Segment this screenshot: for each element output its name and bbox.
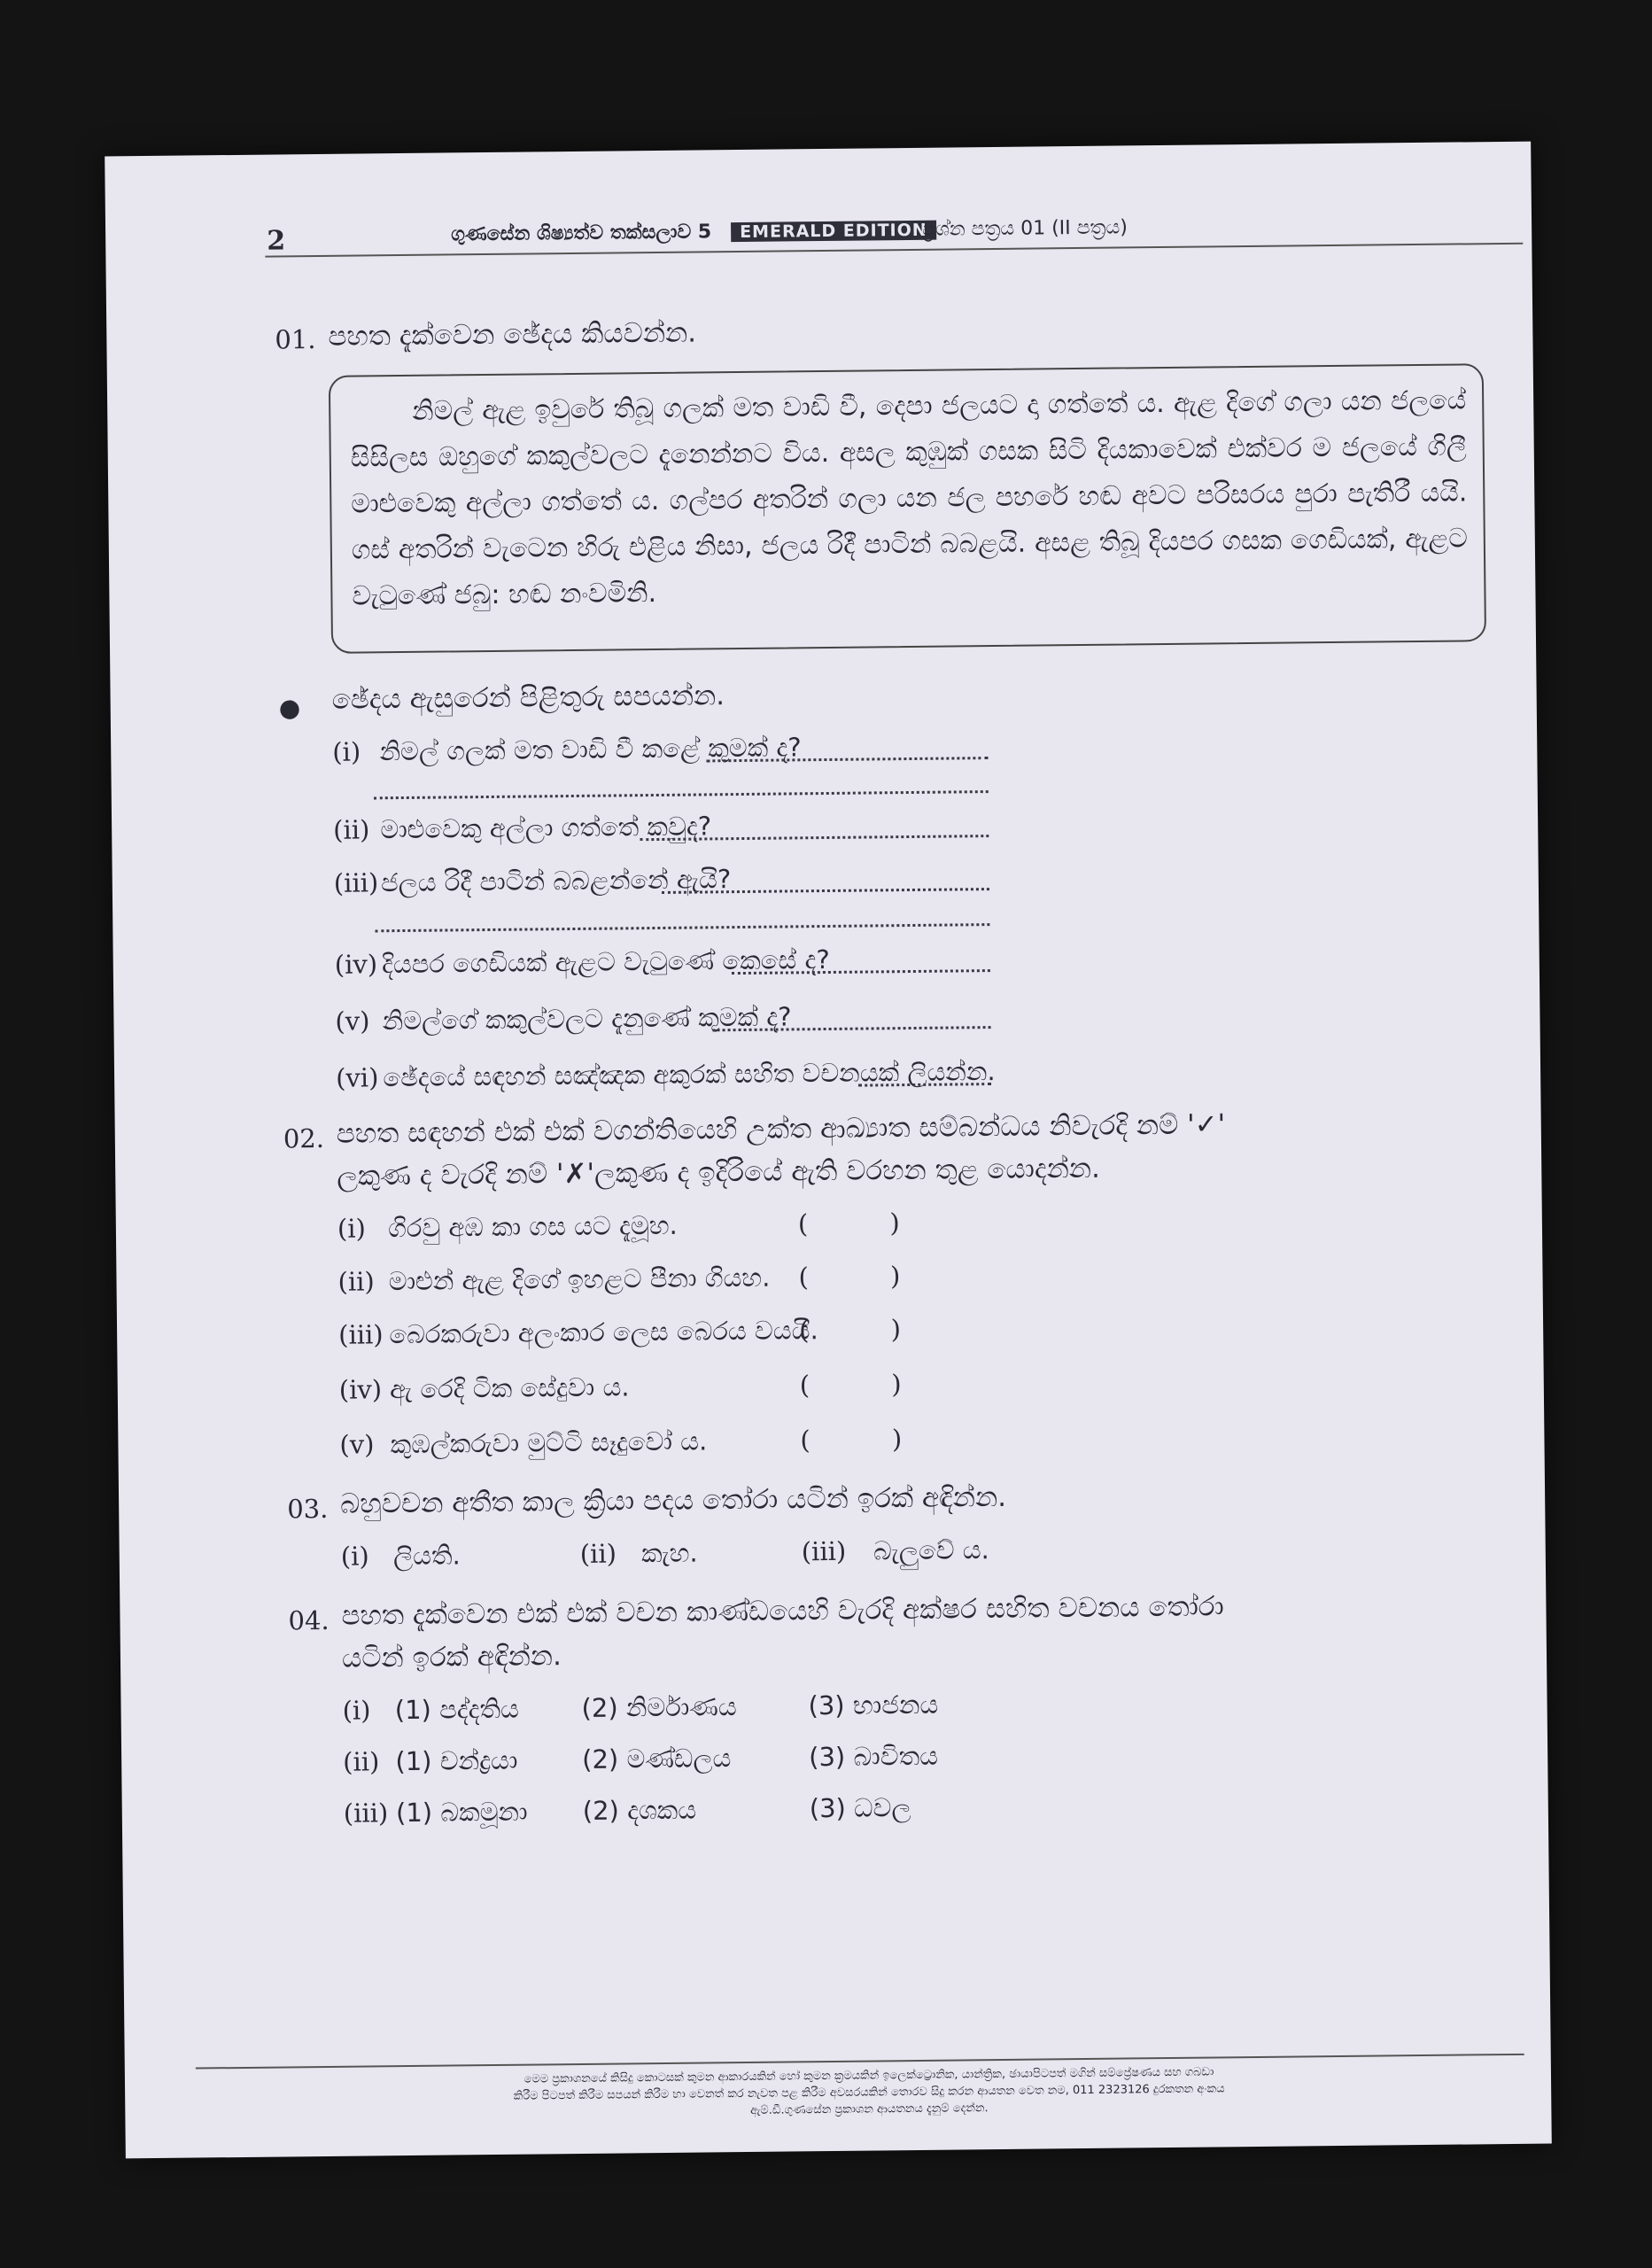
q1-bullet-instruction: ඡේදය ඇසුරෙන් පිළිතුරු සපයන්න. bbox=[331, 680, 725, 716]
copyright-line: මෙම ප්‍රකාශනයේ කිසිදු කොටසක් කුමන ආකාරයකින් හෝ කුමන ක්‍රමයකින් ඉලෙක්ට්‍රොනික, යාන්ත්‍රික, ඡායාපිටපත් මගින් සම්ප්‍රේෂණය සහ ගබඩා bbox=[524, 2065, 1214, 2086]
copyright-notice bbox=[267, 2061, 1472, 2124]
q1-subquestion: (ii) මාළුවෙකු අල්ලා ගත්තේ කවුද? bbox=[333, 811, 712, 845]
answer-bracket[interactable]: ( ) bbox=[798, 1314, 902, 1346]
q4-row: (i) (1) පද්දතිය bbox=[342, 1693, 520, 1726]
q1-subquestion: (v) නිමල්ගේ කකුල්වලට දැනුණේ කුමක් ද? bbox=[335, 1001, 792, 1037]
q1-subquestion: (i) නිමල් ගලක් මත වාඩි වී කළේ කුමක් ද? bbox=[332, 732, 802, 767]
q4-word[interactable]: (3) ධවල bbox=[809, 1792, 911, 1824]
answer-bracket[interactable]: ( ) bbox=[798, 1261, 901, 1293]
q4-number: 04. bbox=[288, 1604, 330, 1636]
q4-word[interactable]: (2) නිර්මාණය bbox=[581, 1691, 737, 1723]
answer-bracket[interactable]: ( ) bbox=[799, 1369, 902, 1401]
q2-number: 02. bbox=[283, 1122, 325, 1154]
copyright-line: කිරීම පිටපත් කිරීම සපයන් කිරීම හා වෙනත් කර නැවත පළ කිරීම අවසරයකින් තොරව සිදු කරන ආයතන වෙත නම, 011 2323126 දුරකතන අංකය bbox=[513, 2082, 1225, 2103]
q3-option[interactable]: (ii) කැහ. bbox=[579, 1537, 698, 1569]
q1-subquestion: (vi) ඡේදයේ සඳහන් සඤ්ඤක අකුරක් සහිත වචනයක් ලියන්න. bbox=[335, 1056, 996, 1093]
q1-subquestion: (iii) ජලය රිදී පාටින් බබළන්නේ ඇයි? bbox=[333, 864, 732, 898]
q4-word[interactable]: (1) බකමූනා bbox=[395, 1796, 528, 1829]
q2-instruction-line2: ලකුණ ද වැරදි නම් '✗'ලකුණ ද ඉදිරියේ ඇති වරහන තුළ යොදන්න. bbox=[337, 1152, 1101, 1192]
bullet-icon: ● bbox=[278, 693, 301, 723]
exam-paper bbox=[105, 142, 1552, 2159]
edition-badge: EMERALD EDITION bbox=[731, 221, 936, 242]
q1-subquestion: (iv) දියපර ගෙඩියක් ඇළට වැටුණේ කෙසේ ද? bbox=[334, 944, 830, 980]
q3-instruction: බහුවචන අතීත කාල ක්‍රියා පදය තෝරා යටින් ඉරක් අඳින්න. bbox=[339, 1480, 1007, 1520]
q2-item: (iii) බෙරකරුවා අලංකාර ලෙස බෙරය වයයි. bbox=[337, 1315, 818, 1350]
passage-box bbox=[329, 363, 1486, 654]
q4-word[interactable]: (3) භාජනය bbox=[808, 1689, 939, 1721]
q4-word[interactable]: (2) මණ්ඩලය bbox=[582, 1743, 732, 1775]
answer-line[interactable] bbox=[374, 790, 989, 799]
q4-word[interactable]: (2) දශකය bbox=[582, 1794, 697, 1826]
q1-instruction: පහත දැක්වෙන ඡේදය කියවන්න. bbox=[328, 316, 697, 353]
q3-option[interactable]: (iii) බැලුවේ ය. bbox=[801, 1534, 989, 1567]
q2-item: (v) කුඹල්කරුවා මුට්ටි සෑදුවෝ ය. bbox=[339, 1425, 708, 1460]
q4-word[interactable]: (1) චන්ද්‍රයා bbox=[395, 1744, 518, 1777]
page-number: 2 bbox=[267, 225, 286, 257]
answer-bracket[interactable]: ( ) bbox=[800, 1424, 903, 1456]
q4-instruction-line1: පහත දැක්වෙන එක් එක් වචන කාණ්ඩයෙහි වැරදි අක්ෂර සහිත වචනය තෝරා bbox=[341, 1590, 1224, 1632]
q4-row: (iii) (1) බකමූනා bbox=[343, 1796, 528, 1829]
q4-row: (ii) (1) චන්ද්‍රයා bbox=[343, 1744, 518, 1777]
paper-label: ප්‍රශ්න පත්‍රය 01 (II පත්‍රය) bbox=[921, 216, 1128, 241]
series-title: ගුණසේන ශිෂ්‍යත්ව තක්සලාව 5 bbox=[451, 221, 712, 246]
q2-item: (ii) මාළුන් ඇළ දිගේ ඉහළට පීනා ගියහ. bbox=[337, 1262, 771, 1297]
copyright-line: ඇම්.ඩී.ගුණසේන ප්‍රකාශන ආයතනය දැනුම් දෙන්න. bbox=[750, 2101, 989, 2117]
q4-word[interactable]: (3) බාවිතය bbox=[808, 1740, 939, 1773]
q3-number: 03. bbox=[287, 1493, 329, 1525]
q4-instruction-line2: යටින් ඉරක් අඳින්න. bbox=[341, 1640, 562, 1674]
q2-item: (iv) ඇ රෙදි ටික සේදුවා ය. bbox=[338, 1371, 630, 1405]
q3-option[interactable]: (i) ලියති. bbox=[340, 1540, 461, 1572]
q2-instruction-line1: පහත සඳහන් එක් එක් වගන්තියෙහි උක්ත ආඛ්‍යාත සම්බන්ධය නිවැරදි නම් '✓' bbox=[336, 1108, 1226, 1150]
q4-word[interactable]: (1) පද්දතිය bbox=[394, 1693, 520, 1726]
q2-item: (i) ගිරවු අඹ කා ගස යට දැමූහ. bbox=[337, 1209, 678, 1244]
answer-bracket[interactable]: ( ) bbox=[797, 1208, 900, 1239]
passage-text: නිමල් ඇළ ඉවුරේ තිබූ ගලක් මත වාඩි වී, දෙපා ජලයට දා ගත්තේ ය. ඇළ දිගේ ගලා යන ජලයේ සිසිලස ඔහුගේ කකුල්වලට දැනෙන්නට විය. අසල කුඹුක් ගසක සිටි දියකාවෙක් එක්වර ම ජලයේ ගිලී මාළුවෙකු අල්ලා ගත්තේ ය. ගල්පර අතරින් ගලා යන ජල පහරේ හඬ අවට පරිසරය පුරා පැතිරී යයි. ගස් අතරින් වැටෙන හිරු එළිය නිසා, ජලය රිදී පාටින් බබළයි. අසළ තිබූ දියපර ගසක ගෙඩියක්, ඇළට වැටුණේ ජබු: හඬ නංවමිනි. bbox=[350, 384, 1468, 612]
answer-line[interactable] bbox=[375, 923, 989, 932]
q1-number: 01. bbox=[275, 324, 316, 355]
